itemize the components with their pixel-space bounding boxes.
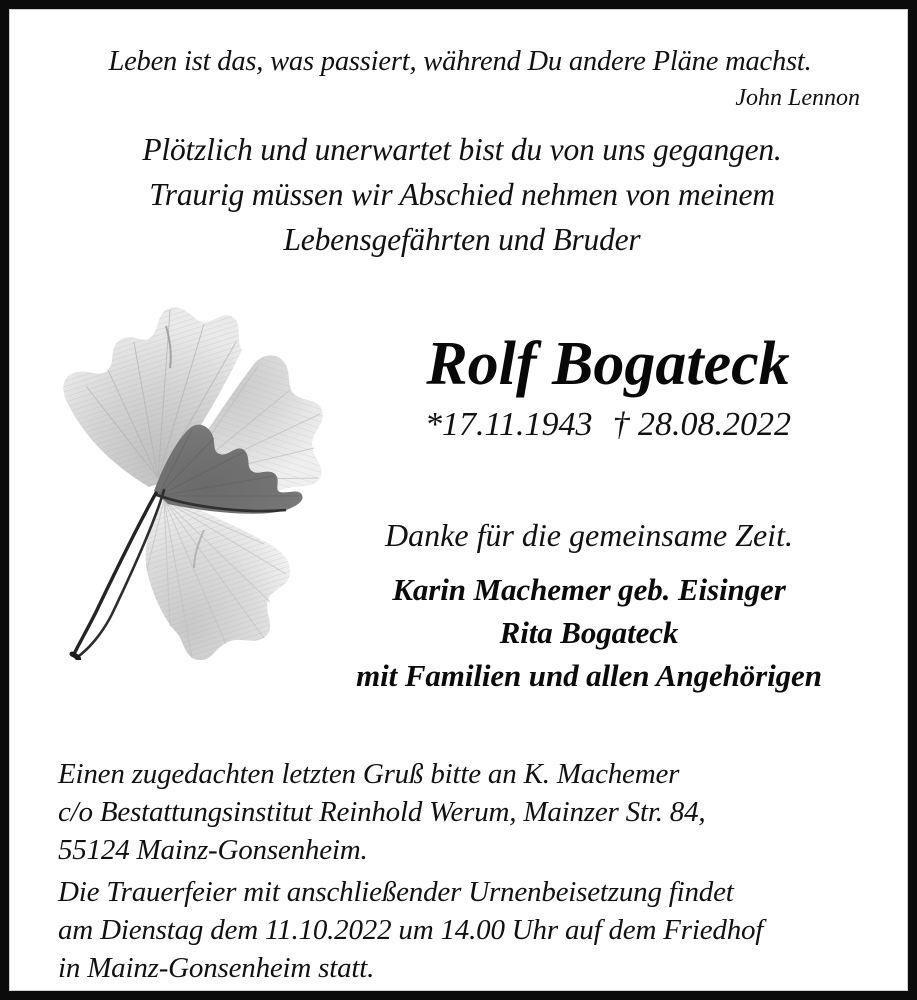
birth-date: 17.11.1943	[442, 406, 593, 443]
death-symbol: †	[612, 406, 630, 443]
death-date: 28.08.2022	[637, 406, 791, 443]
notice-sheet	[10, 10, 907, 990]
ceremony-line-3: in Mainz-Gonsenheim statt.	[58, 952, 375, 984]
introduction-line-1: Plötzlich und unerwartet bist du von uns gegangen.	[142, 132, 782, 167]
survivor-group: mit Familien und allen Angehörigen	[356, 658, 822, 693]
birth-symbol: *	[425, 406, 442, 443]
funeral-details	[58, 755, 898, 987]
ceremony-line-2: am Dienstag dem 11.10.2022 um 14.00 Uhr auf dem Friedhof	[58, 914, 764, 946]
frame-border-right	[908, 0, 917, 1000]
frame-border-bottom	[0, 989, 917, 1000]
thanks-message: Danke für die gemeinsame Zeit.	[385, 517, 793, 553]
survivor-name-2: Rita Bogateck	[499, 615, 679, 650]
condolence-line-2: c/o Bestattungsinstitut Reinhold Werum, Mainzer Str. 84,	[58, 796, 706, 828]
life-dates	[310, 402, 906, 448]
introduction-line-2: Traurig müssen wir Abschied nehmen von meinem	[149, 177, 775, 212]
condolence-line-3: 55124 Mainz-Gonsenheim.	[58, 834, 368, 866]
frame-border-left	[0, 0, 9, 1000]
condolence-line-1: Einen zugedachten letzten Gruß bitte an K. Machemer	[58, 758, 680, 790]
introduction	[56, 127, 868, 262]
quotation	[56, 43, 864, 115]
survivor-name-1: Karin Machemer geb. Eisinger	[392, 572, 786, 607]
deceased-identity	[310, 330, 906, 448]
survivors-block	[272, 513, 906, 697]
introduction-line-3: Lebensgefährten und Bruder	[283, 222, 641, 257]
frame-border-top	[0, 0, 917, 9]
deceased-name: Rolf Bogateck	[426, 330, 790, 398]
quotation-attribution: John Lennon	[735, 85, 860, 111]
ceremony-line-1: Die Trauerfeier mit anschließender Urnenbeisetzung findet	[58, 876, 734, 908]
quotation-text: Leben ist das, was passiert, während Du andere Pläne machst.	[108, 46, 812, 77]
